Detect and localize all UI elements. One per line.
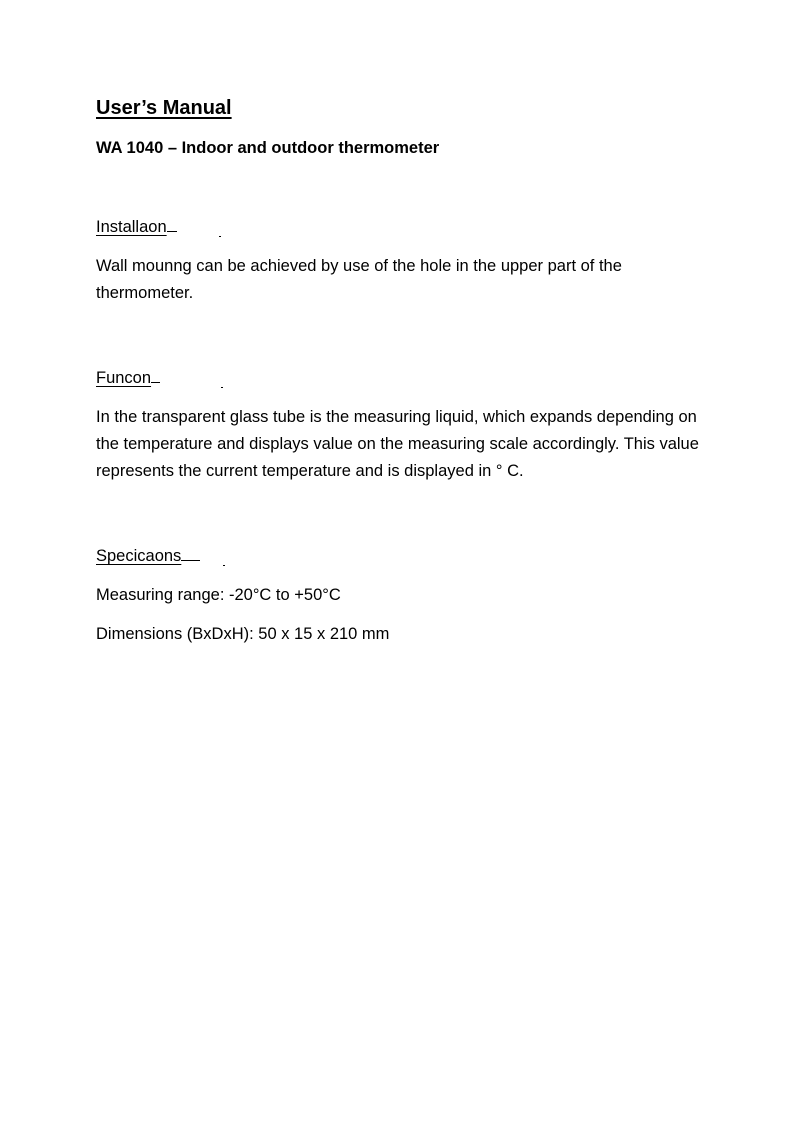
specifications-heading-text: Specicaons — [96, 547, 182, 565]
page-title: User’s Manual — [96, 97, 232, 119]
measuring-range-line: Measuring range: -20°C to +50°C — [96, 586, 341, 604]
heading-underline-tail — [181, 543, 200, 561]
installation-heading — [96, 214, 716, 239]
heading-dot — [221, 387, 223, 388]
function-heading-text: Funcon — [96, 369, 152, 387]
heading-dot — [219, 236, 221, 237]
installation-heading-text: Installaon — [96, 218, 167, 236]
specifications-heading — [96, 543, 716, 568]
function-heading — [96, 365, 716, 390]
heading-underline-tail — [167, 214, 177, 232]
heading-dot — [223, 565, 225, 566]
dimensions-line: Dimensions (BxDxH): 50 x 15 x 210 mm — [96, 625, 390, 643]
heading-underline-tail — [151, 365, 160, 383]
document-content — [96, 94, 716, 648]
function-paragraph: In the transparent glass tube is the measuring liquid, which expands depending on the temperature and displays value on the measuring scale accordingly. This value represents the current temperature and is displayed in ° C. — [96, 408, 699, 480]
installation-paragraph: Wall mounng can be achieved by use of the hole in the upper part of the thermometer. — [96, 257, 622, 302]
product-subtitle: WA 1040 – Indoor and outdoor thermometer — [96, 139, 440, 157]
